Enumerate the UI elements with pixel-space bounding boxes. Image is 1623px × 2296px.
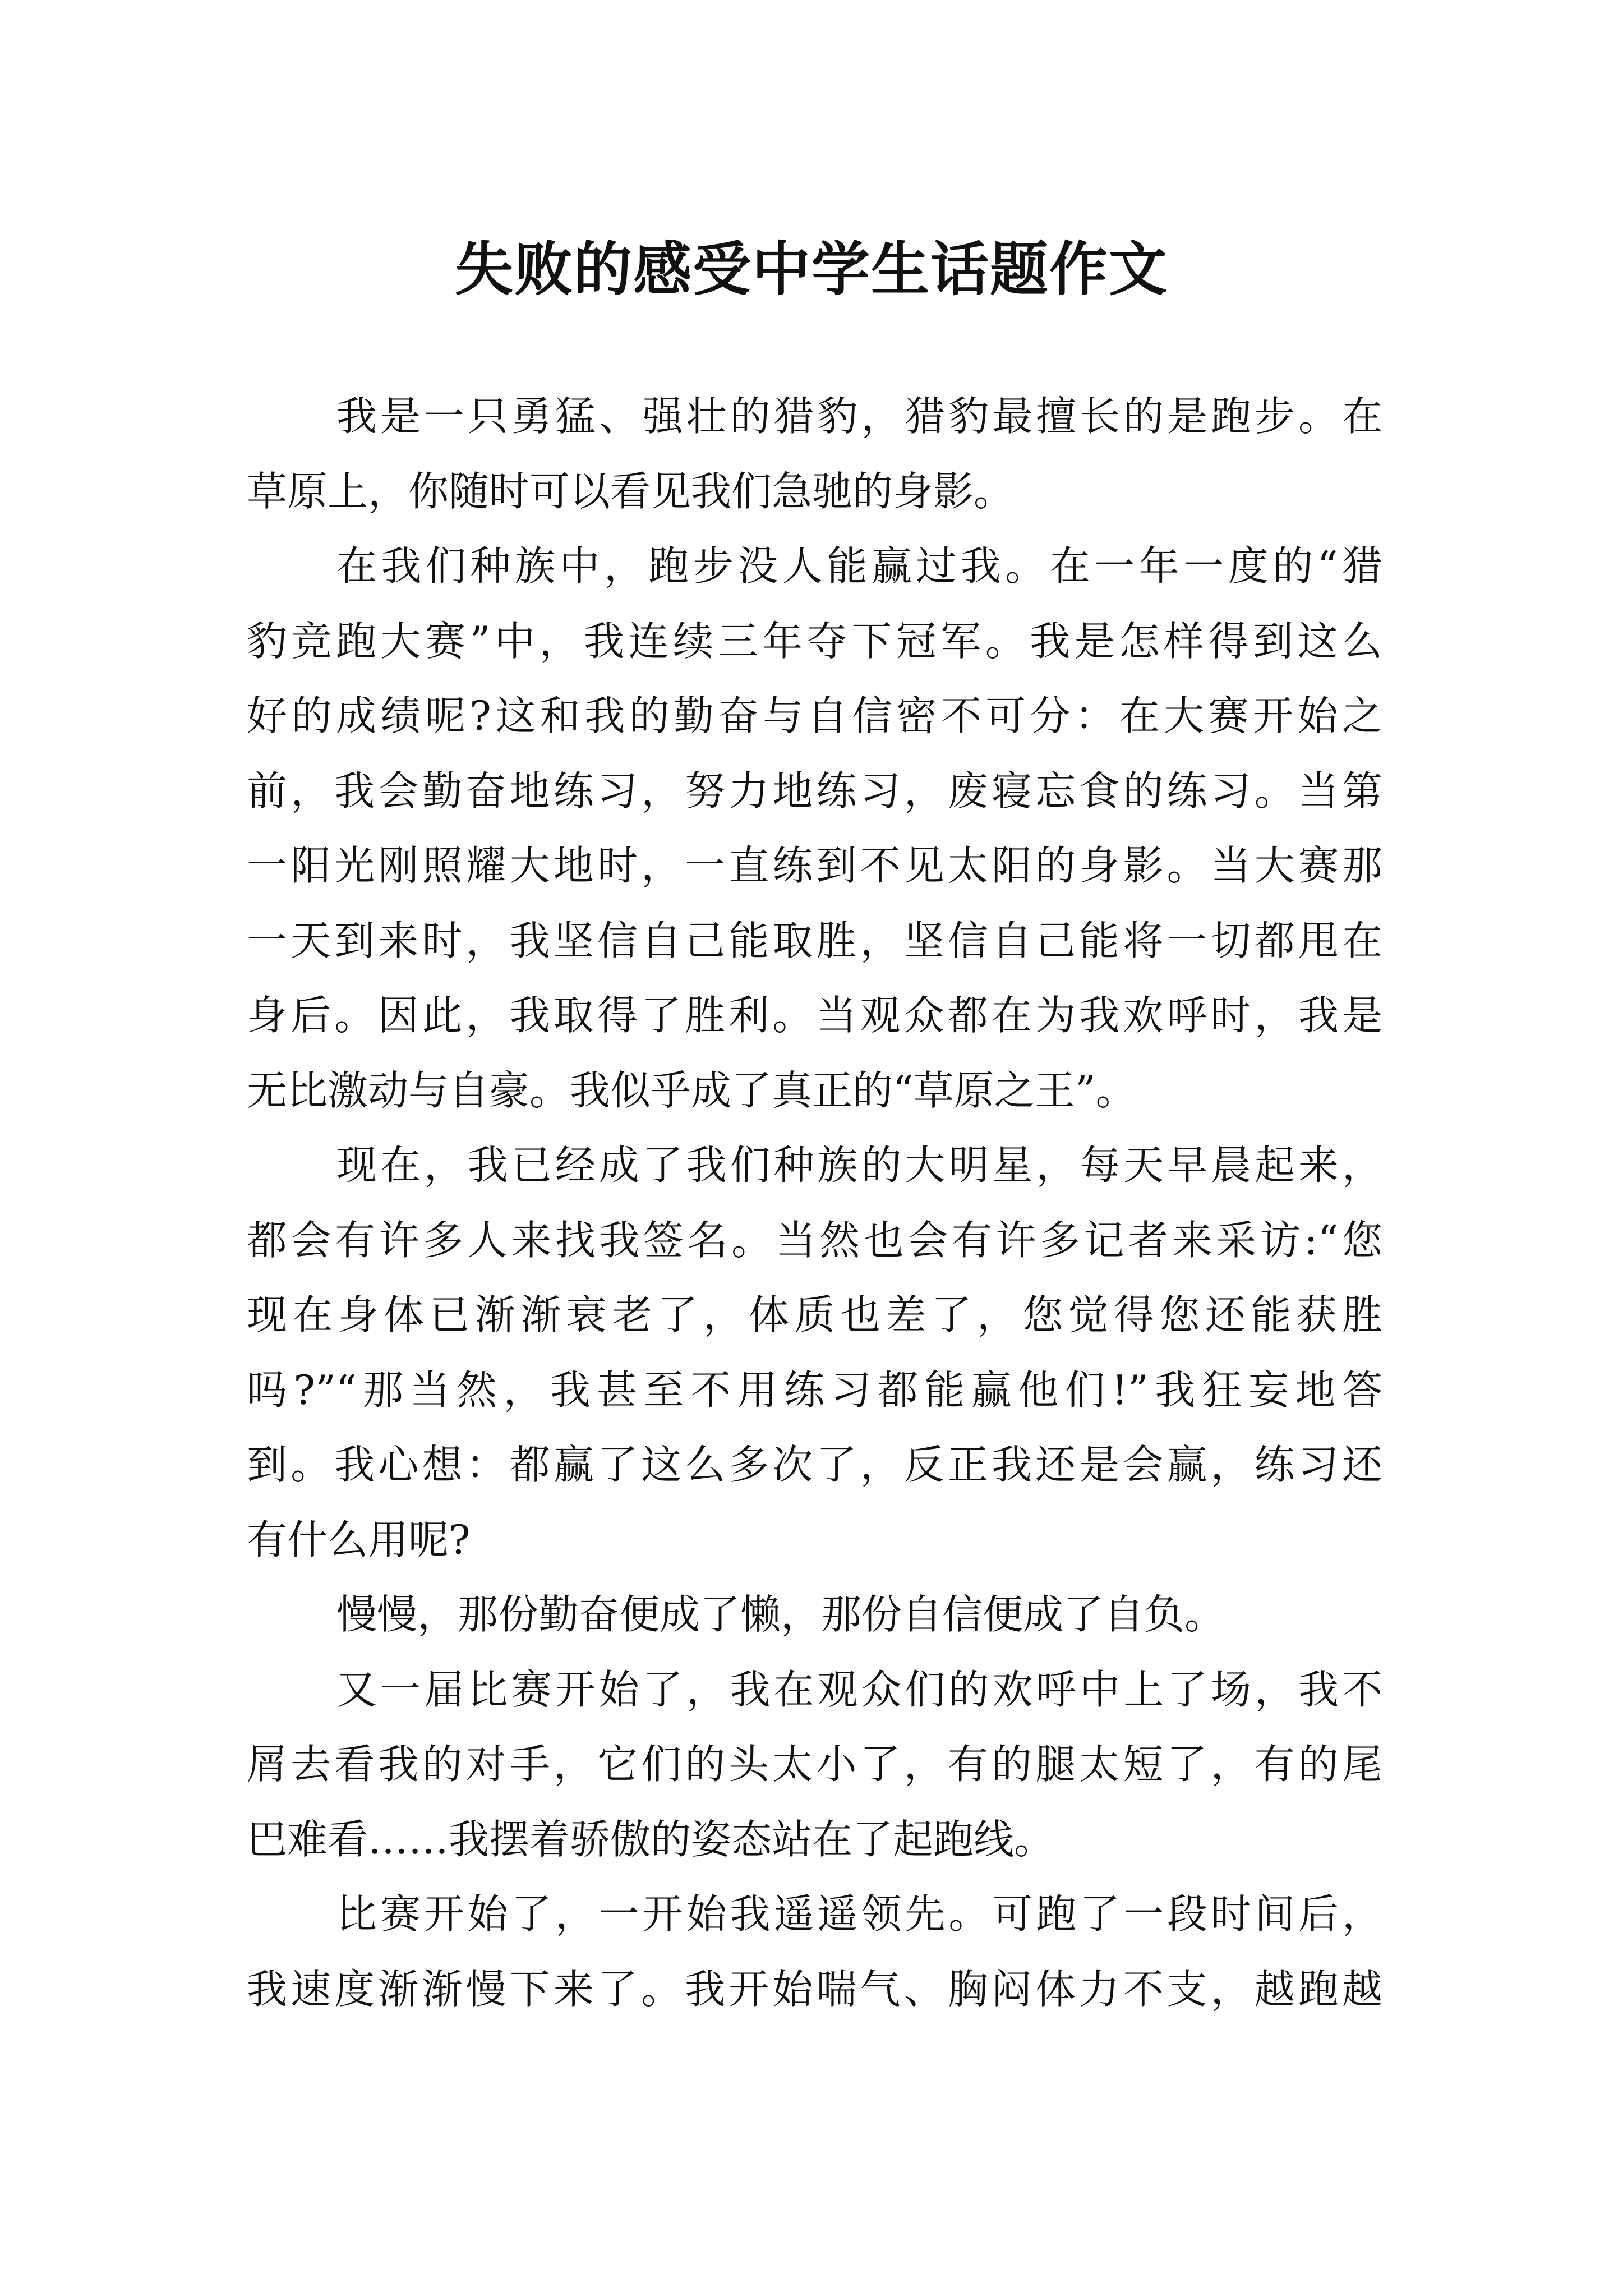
page-title: 失败的感受中学生话题作文 xyxy=(454,234,1168,303)
text-line: 到。我心想：都赢了这么多次了，反正我还是会赢，练习还 xyxy=(247,1441,1382,1488)
text-line: 现在，我已经成了我们种族的大明星，每天早晨起来， xyxy=(336,1142,1382,1189)
text-line: 巴难看……我摆着骄傲的姿态站在了起跑线。 xyxy=(247,1815,1055,1863)
text-line: 无比激动与自豪。我似乎成了真正的“草原之王”。 xyxy=(247,1066,1136,1114)
text-line: 又一届比赛开始了，我在观众们的欢呼中上了场，我不 xyxy=(336,1665,1382,1713)
text-line: 前，我会勤奋地练习，努力地练习，废寝忘食的练习。当第 xyxy=(247,767,1382,815)
text-line: 比赛开始了，一开始我遥遥领先。可跑了一段时间后， xyxy=(336,1890,1382,1938)
text-line: 在我们种族中，跑步没人能赢过我。在一年一度的“猎 xyxy=(336,542,1382,590)
text-line: 慢慢，那份勤奋便成了懒，那份自信便成了自负。 xyxy=(336,1591,1225,1638)
text-line: 豹竞跑大赛”中，我连续三年夺下冠军。我是怎样得到这么 xyxy=(247,617,1382,665)
text-line: 我是一只勇猛、强壮的猎豹，猎豹最擅长的是跑步。在 xyxy=(336,393,1382,440)
text-line: 一阳光刚照耀大地时，一直练到不见太阳的身影。当大赛那 xyxy=(247,842,1382,889)
text-line: 现在身体已渐渐衰老了，体质也差了，您觉得您还能获胜 xyxy=(247,1291,1382,1338)
text-line: 一天到来时，我坚信自己能取胜，坚信自己能将一切都甩在 xyxy=(247,917,1382,964)
text-line: 都会有许多人来找我签名。当然也会有许多记者来采访:“您 xyxy=(247,1216,1382,1264)
text-line: 屑去看我的对手，它们的头太小了，有的腿太短了，有的尾 xyxy=(247,1741,1382,1788)
text-line: 吗?”“那当然，我甚至不用练习都能赢他们!”我狂妄地答 xyxy=(247,1366,1382,1414)
essay-body xyxy=(247,379,1382,2027)
text-line: 我速度渐渐慢下来了。我开始喘气、胸闷体力不支，越跑越 xyxy=(247,1965,1382,2013)
text-line: 草原上，你随时可以看见我们急驰的身影。 xyxy=(247,467,1015,515)
text-line: 身后。因此，我取得了胜利。当观众都在为我欢呼时，我是 xyxy=(247,992,1382,1039)
text-line: 好的成绩呢?这和我的勤奋与自信密不可分：在大赛开始之 xyxy=(247,692,1382,739)
text-line: 有什么用呢? xyxy=(247,1516,471,1563)
